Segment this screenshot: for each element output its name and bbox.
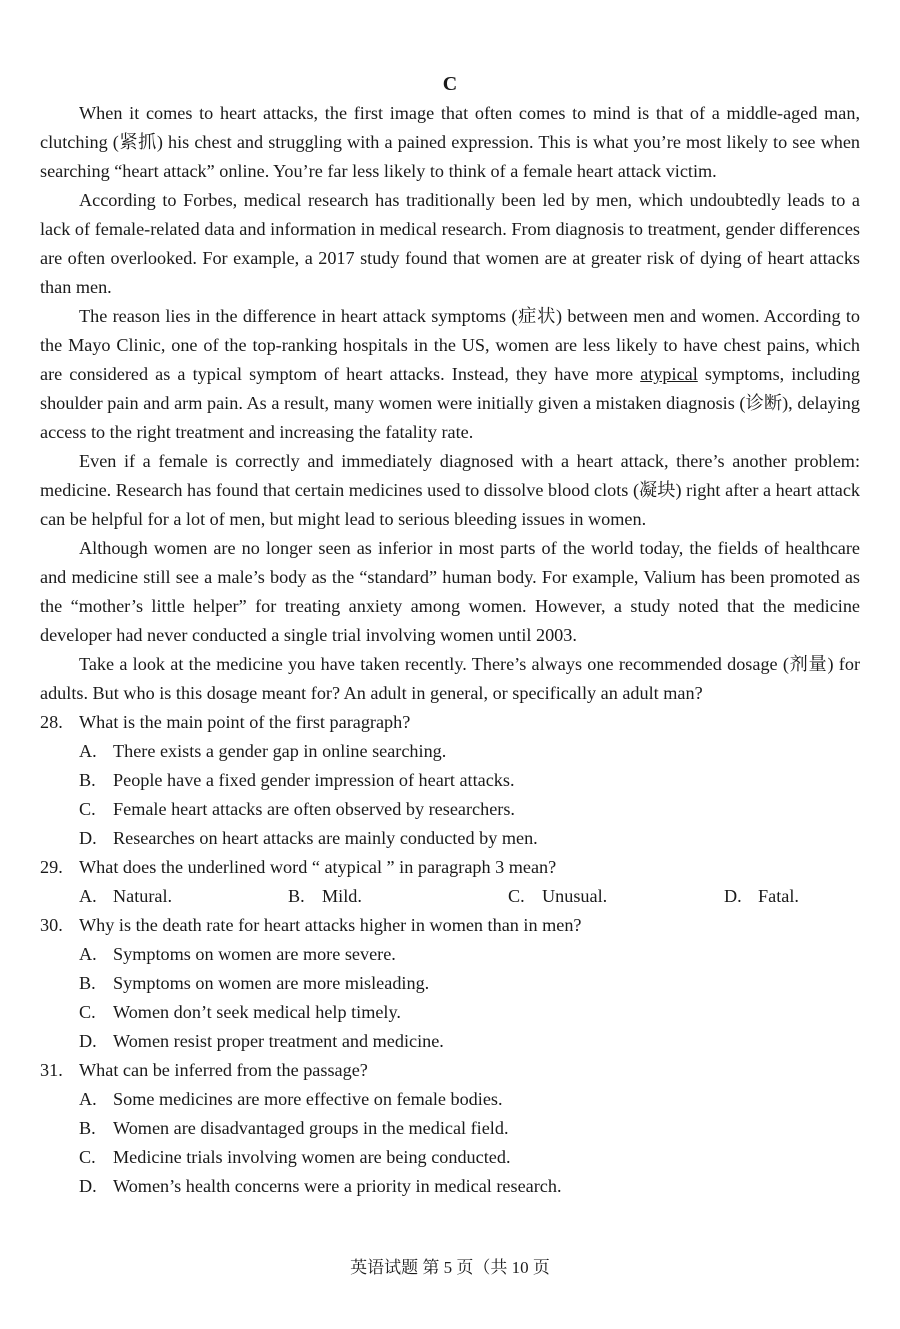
option-text: People have a fixed gender impression of heart attacks. (113, 770, 515, 790)
question-28-option-c[interactable] (40, 795, 860, 824)
question-29-option-d[interactable] (724, 882, 799, 911)
passage-paragraph-1: When it comes to heart attacks, the first image that often comes to mind is that of a middle-aged man, clutching (紧抓) his chest and struggling with a pained expression. This is what you’re most likely to see when searching “heart attack” online. You’re far less likely to think of a female heart attack victim. (40, 103, 860, 181)
question-28-option-b[interactable] (40, 766, 860, 795)
page-footer: 英语试题 第 5 页（共 10 页 (350, 1258, 550, 1277)
option-text: Symptoms on women are more severe. (113, 944, 396, 964)
question-29-option-a[interactable] (79, 882, 172, 911)
question-text: What can be inferred from the passage? (79, 1060, 368, 1080)
question-30-option-c[interactable] (40, 998, 860, 1027)
question-number: 29. (40, 857, 63, 877)
option-letter: C. (79, 799, 96, 819)
question-28-option-a[interactable] (40, 737, 860, 766)
option-letter: B. (79, 770, 96, 790)
question-number: 31. (40, 1060, 63, 1080)
option-text: Medicine trials involving women are being conducted. (113, 1147, 511, 1167)
question-30-option-a[interactable] (40, 940, 860, 969)
option-text: Researches on heart attacks are mainly conducted by men. (113, 828, 538, 848)
passage-paragraph-2: According to Forbes, medical research has traditionally been led by men, which undoubtedly leads to a lack of female-related data and information in medical research. From diagnosis to treatment, gender differences are often overlooked. For example, a 2017 study found that women are at greater risk of dying of heart attacks than men. (40, 190, 860, 297)
option-text: Women’s health concerns were a priority in medical research. (113, 1176, 562, 1196)
option-letter: B. (79, 973, 96, 993)
passage-paragraph-6: Take a look at the medicine you have taken recently. There’s always one recommended dosage (剂量) for adults. But who is this dosage meant for? An adult in general, or specifically an adult man? (40, 654, 860, 703)
option-letter: D. (79, 1031, 97, 1051)
option-text: Mild. (322, 886, 362, 906)
question-31 (40, 1056, 860, 1085)
passage-paragraph-3 (40, 302, 860, 447)
question-29 (40, 853, 860, 882)
question-31-option-d[interactable] (40, 1172, 860, 1201)
option-text: Women are disadvantaged groups in the medical field. (113, 1118, 509, 1138)
option-letter: A. (79, 886, 97, 906)
passage-paragraph-4: Even if a female is correctly and immediately diagnosed with a heart attack, there’s another problem: medicine. Research has found that certain medicines used to dissolve blood clots (凝块) right after a heart attack can be helpful for a lot of men, but might lead to serious bleeding issues in women. (40, 451, 860, 529)
question-text: Why is the death rate for heart attacks higher in women than in men? (79, 915, 582, 935)
question-number: 28. (40, 712, 63, 732)
question-29-option-b[interactable] (288, 882, 362, 911)
option-text: Natural. (113, 886, 173, 906)
question-number: 30. (40, 915, 63, 935)
section-title: C (442, 73, 458, 95)
option-text: Women don’t seek medical help timely. (113, 1002, 401, 1022)
question-text: What does the underlined word “ atypical ” in paragraph 3 mean? (79, 857, 557, 877)
option-text: Women resist proper treatment and medicine. (113, 1031, 444, 1051)
option-letter: D. (79, 828, 97, 848)
option-letter: B. (288, 886, 305, 906)
option-letter: B. (79, 1118, 96, 1138)
question-28-option-d[interactable] (40, 824, 860, 853)
question-31-option-a[interactable] (40, 1085, 860, 1114)
option-letter: C. (79, 1147, 96, 1167)
question-31-option-b[interactable] (40, 1114, 860, 1143)
paragraph-3-text-before: The reason lies in the difference in heart attack symptoms (症状) between men and women. According to the Mayo Clinic, one of the top-ranking hospitals in the US, women are less likely to have chest pains, which are considered as a typical symptom of heart attacks. Instead, they have more (40, 306, 860, 384)
option-letter: A. (79, 944, 97, 964)
option-text: Symptoms on women are more misleading. (113, 973, 430, 993)
option-letter: A. (79, 1089, 97, 1109)
question-29-option-c[interactable] (508, 882, 607, 911)
option-text: Some medicines are more effective on female bodies. (113, 1089, 503, 1109)
option-letter: C. (79, 1002, 96, 1022)
question-30-option-d[interactable] (40, 1027, 860, 1056)
option-letter: D. (724, 886, 742, 906)
passage-paragraph-5: Although women are no longer seen as inferior in most parts of the world today, the fields of healthcare and medicine still see a male’s body as the “standard” human body. For example, Valium has been promoted as the “mother’s little helper” for treating anxiety among women. However, a study noted that the medicine developer had never conducted a single trial involving women until 2003. (40, 538, 860, 645)
underlined-word-atypical: atypical (640, 364, 698, 384)
exam-page (40, 70, 860, 1201)
option-letter: D. (79, 1176, 97, 1196)
option-text: Female heart attacks are often observed by researchers. (113, 799, 515, 819)
question-30-option-b[interactable] (40, 969, 860, 998)
option-text: There exists a gender gap in online searching. (113, 741, 447, 761)
paragraph-3-text-after: symptoms, including shoulder pain and arm pain. As a result, many women were initially given a mistaken diagnosis (诊断), delaying access to the right treatment and increasing the fatality rate. (40, 364, 860, 442)
question-30 (40, 911, 860, 940)
question-29-options (40, 882, 860, 911)
option-letter: C. (508, 886, 525, 906)
option-letter: A. (79, 741, 97, 761)
option-text: Fatal. (758, 886, 799, 906)
question-31-option-c[interactable] (40, 1143, 860, 1172)
option-text: Unusual. (542, 886, 608, 906)
question-text: What is the main point of the first paragraph? (79, 712, 411, 732)
question-28 (40, 708, 860, 737)
